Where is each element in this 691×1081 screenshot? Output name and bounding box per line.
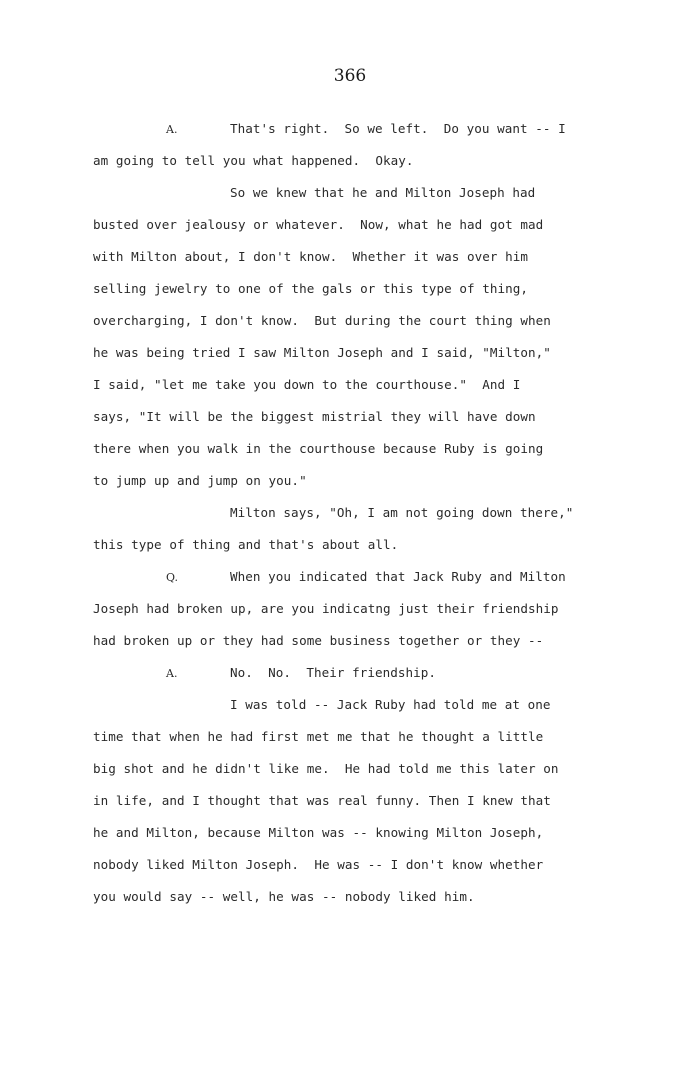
speaker-label: Q. bbox=[166, 571, 179, 584]
transcript-line: nobody liked Milton Joseph. He was -- I don't know whether bbox=[93, 857, 544, 872]
transcript-line: had broken up or they had some business together or they -- bbox=[93, 633, 544, 648]
transcript-line: big shot and he didn't like me. He had told me this later on bbox=[93, 761, 559, 776]
transcript-line: says, "It will be the biggest mistrial they will have down bbox=[93, 409, 536, 424]
transcript-line: busted over jealousy or whatever. Now, what he had got mad bbox=[93, 217, 544, 232]
speaker-label: A. bbox=[166, 667, 178, 680]
transcript-line: he and Milton, because Milton was -- knowing Milton Joseph, bbox=[93, 825, 544, 840]
transcript-line: time that when he had first met me that he thought a little bbox=[93, 729, 544, 744]
transcript-line: am going to tell you what happened. Okay. bbox=[93, 153, 414, 168]
transcript-line bbox=[166, 569, 566, 586]
line-text: No. No. Their friendship. bbox=[230, 665, 437, 680]
transcript-line bbox=[166, 665, 436, 682]
transcript-line: this type of thing and that's about all. bbox=[93, 537, 399, 552]
transcript-line: So we knew that he and Milton Joseph had bbox=[230, 185, 536, 200]
transcript-line: Joseph had broken up, are you indicatng just their friendship bbox=[93, 601, 559, 616]
transcript-line: with Milton about, I don't know. Whether it was over him bbox=[93, 249, 529, 264]
transcript-line: you would say -- well, he was -- nobody liked him. bbox=[93, 889, 475, 904]
transcript-line bbox=[166, 121, 566, 138]
transcript-line: I said, "let me take you down to the courthouse." And I bbox=[93, 377, 521, 392]
transcript-line: I was told -- Jack Ruby had told me at one bbox=[230, 697, 551, 712]
transcript-line: selling jewelry to one of the gals or this type of thing, bbox=[93, 281, 529, 296]
transcript-line: to jump up and jump on you." bbox=[93, 473, 307, 488]
line-text: That's right. So we left. Do you want -- I bbox=[230, 121, 566, 136]
transcript-line: in life, and I thought that was real funny. Then I knew that bbox=[93, 793, 551, 808]
transcript-line: Milton says, "Oh, I am not going down there," bbox=[230, 505, 574, 520]
speaker-label: A. bbox=[166, 123, 178, 136]
transcript-line: overcharging, I don't know. But during the court thing when bbox=[93, 313, 551, 328]
line-text: When you indicated that Jack Ruby and Milton bbox=[230, 569, 566, 584]
page-number: 366 bbox=[333, 66, 367, 86]
transcript-line: there when you walk in the courthouse because Ruby is going bbox=[93, 441, 544, 456]
transcript-line: he was being tried I saw Milton Joseph and I said, "Milton," bbox=[93, 345, 551, 360]
